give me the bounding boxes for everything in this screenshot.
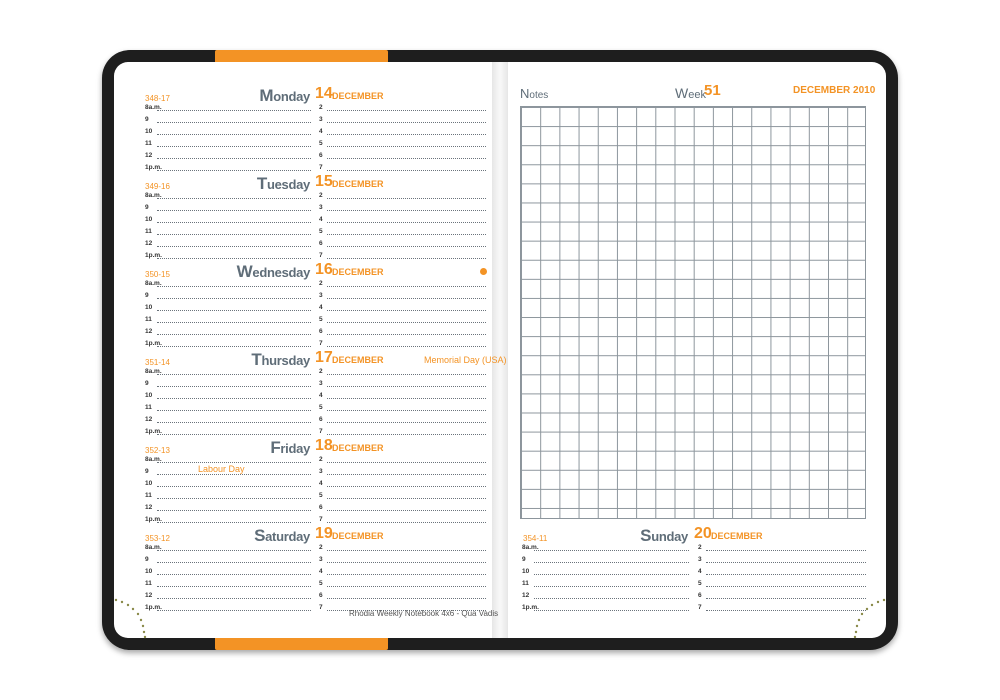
hour-label: 6 <box>319 592 323 599</box>
hour-row[interactable] <box>319 288 486 300</box>
hour-row[interactable] <box>145 336 311 348</box>
day-month: DECEMBER <box>711 531 763 541</box>
writing-line <box>327 574 486 575</box>
corner-perforation-right <box>846 592 888 640</box>
hour-row[interactable] <box>522 600 689 612</box>
corner-perforation-left <box>112 592 154 640</box>
hour-row[interactable] <box>319 312 486 324</box>
writing-line <box>327 474 486 475</box>
hour-label: 6 <box>698 592 702 599</box>
hour-row[interactable] <box>319 336 486 348</box>
holiday-label: Labour Day <box>198 464 245 474</box>
hour-row[interactable] <box>145 400 311 412</box>
hour-row[interactable] <box>319 376 486 388</box>
writing-line <box>157 522 311 523</box>
writing-line <box>327 422 486 423</box>
writing-line <box>157 298 311 299</box>
hour-row[interactable] <box>522 588 689 600</box>
hour-row[interactable] <box>145 124 311 136</box>
writing-line <box>327 198 486 199</box>
writing-line <box>157 334 311 335</box>
hour-label: 5 <box>319 580 323 587</box>
hour-row[interactable] <box>319 500 486 512</box>
writing-line <box>157 598 311 599</box>
writing-line <box>327 498 486 499</box>
hour-row[interactable] <box>319 148 486 160</box>
writing-line <box>157 258 311 259</box>
hour-row[interactable] <box>145 236 311 248</box>
writing-line <box>157 286 311 287</box>
writing-line <box>157 562 311 563</box>
writing-line <box>157 222 311 223</box>
hour-row[interactable] <box>145 148 311 160</box>
hour-row[interactable] <box>522 552 689 564</box>
writing-line <box>157 510 311 511</box>
day-of-year: 349-16 <box>145 182 170 191</box>
hour-row[interactable] <box>145 388 311 400</box>
hour-label: 3 <box>319 204 323 211</box>
writing-line <box>327 234 486 235</box>
writing-line <box>157 310 311 311</box>
hour-label: 5 <box>319 140 323 147</box>
footer-note: Rhodia Weekly Notebook 4x6 - Qua Vadis <box>349 609 499 618</box>
hour-row[interactable] <box>319 588 486 600</box>
writing-line <box>327 374 486 375</box>
hour-row[interactable] <box>319 212 486 224</box>
hour-label: 11 <box>145 140 152 147</box>
hour-row[interactable] <box>319 112 486 124</box>
hour-label: 5 <box>698 580 702 587</box>
writing-line <box>327 598 486 599</box>
day-month: DECEMBER <box>332 443 384 453</box>
hour-row[interactable] <box>698 540 866 552</box>
hour-row[interactable] <box>145 312 311 324</box>
writing-line <box>327 210 486 211</box>
writing-line <box>327 122 486 123</box>
writing-line <box>157 246 311 247</box>
hour-label: 4 <box>319 216 323 223</box>
writing-line <box>327 410 486 411</box>
hour-row[interactable] <box>145 248 311 260</box>
writing-line <box>327 322 486 323</box>
notes-label: Notes <box>520 86 549 101</box>
writing-line <box>327 386 486 387</box>
writing-line <box>327 222 486 223</box>
writing-line <box>327 510 486 511</box>
writing-line <box>157 374 311 375</box>
hour-label: 12 <box>145 504 153 511</box>
hour-row[interactable] <box>319 276 486 288</box>
hour-label: 6 <box>319 240 323 247</box>
hour-row[interactable] <box>145 424 311 436</box>
hour-row[interactable] <box>145 376 311 388</box>
hour-label: 6 <box>319 504 323 511</box>
hour-label: 2 <box>319 192 323 199</box>
hour-label: 11 <box>145 228 152 235</box>
hour-label: 11 <box>145 316 152 323</box>
hour-row[interactable] <box>145 464 311 476</box>
hour-row[interactable] <box>698 600 866 612</box>
hour-label: 9 <box>145 116 149 123</box>
writing-line <box>327 258 486 259</box>
page-gutter <box>492 62 508 638</box>
writing-line <box>327 522 486 523</box>
day-number: 18 <box>315 437 333 454</box>
week-label: Week <box>675 85 706 101</box>
writing-line <box>327 586 486 587</box>
writing-line <box>327 158 486 159</box>
writing-line <box>327 346 486 347</box>
bookmark-dot <box>480 268 487 275</box>
hour-row[interactable] <box>319 200 486 212</box>
day-month: DECEMBER <box>332 91 384 101</box>
hour-label: 12 <box>145 328 153 335</box>
hour-label: 8a.m. <box>145 544 162 551</box>
hour-label: 10 <box>145 392 153 399</box>
hour-label: 7 <box>319 428 323 435</box>
writing-line <box>157 410 311 411</box>
hour-row[interactable] <box>319 100 486 112</box>
hour-row[interactable] <box>319 136 486 148</box>
writing-line <box>327 170 486 171</box>
day-month: DECEMBER <box>332 179 384 189</box>
month-year: DECEMBER 2010 <box>793 85 876 96</box>
hour-label: 4 <box>319 304 323 311</box>
holiday-label: Memorial Day (USA) <box>424 355 507 365</box>
writing-line <box>534 610 689 611</box>
hour-row[interactable] <box>319 236 486 248</box>
hour-row[interactable] <box>319 248 486 260</box>
week-number: 51 <box>704 82 721 99</box>
writing-line <box>157 462 311 463</box>
hour-row[interactable] <box>145 576 311 588</box>
writing-line <box>706 598 866 599</box>
hour-row[interactable] <box>145 112 311 124</box>
hour-label: 6 <box>319 152 323 159</box>
hour-label: 2 <box>319 280 323 287</box>
writing-line <box>157 322 311 323</box>
hour-row[interactable] <box>145 100 311 112</box>
hour-label: 10 <box>145 128 153 135</box>
hour-row[interactable] <box>145 412 311 424</box>
hour-label: 1p.m. <box>145 340 162 347</box>
hour-label: 1p.m. <box>145 516 162 523</box>
day-number: 14 <box>315 85 333 102</box>
hour-row[interactable] <box>319 400 486 412</box>
hour-row[interactable] <box>698 588 866 600</box>
hour-label: 1p.m. <box>145 604 162 611</box>
hour-row[interactable] <box>522 540 689 552</box>
writing-line <box>157 610 311 611</box>
hour-label: 10 <box>145 480 153 487</box>
cover-band-bottom <box>215 638 388 650</box>
writing-line <box>534 586 689 587</box>
writing-line <box>327 110 486 111</box>
hour-label: 5 <box>319 404 323 411</box>
hour-row[interactable] <box>319 388 486 400</box>
day-name: Monday <box>259 86 310 105</box>
hour-row[interactable] <box>319 476 486 488</box>
hour-label: 9 <box>145 380 149 387</box>
hour-label: 8a.m. <box>522 544 539 551</box>
writing-line <box>157 198 311 199</box>
writing-line <box>157 158 311 159</box>
hour-label: 7 <box>319 164 323 171</box>
hour-row[interactable] <box>145 188 311 200</box>
hour-label: 10 <box>145 568 153 575</box>
hour-row[interactable] <box>145 160 311 172</box>
hour-label: 8a.m. <box>145 280 162 287</box>
hour-row[interactable] <box>145 600 311 612</box>
hour-row[interactable] <box>522 576 689 588</box>
hour-label: 12 <box>145 152 153 159</box>
writing-line <box>157 474 311 475</box>
hour-row[interactable] <box>145 364 311 376</box>
day-month: DECEMBER <box>332 355 384 365</box>
hour-row[interactable] <box>319 564 486 576</box>
day-of-year: 350-15 <box>145 270 170 279</box>
hour-row[interactable] <box>319 364 486 376</box>
hour-label: 1p.m. <box>145 252 162 259</box>
hour-label: 9 <box>145 468 149 475</box>
writing-line <box>534 574 689 575</box>
day-of-year: 354-11 <box>523 534 548 543</box>
writing-line <box>157 122 311 123</box>
hour-label: 9 <box>145 204 149 211</box>
writing-line <box>534 598 689 599</box>
writing-line <box>706 562 866 563</box>
hour-row[interactable] <box>145 136 311 148</box>
hour-label: 10 <box>522 568 530 575</box>
hour-label: 8a.m. <box>145 368 162 375</box>
hour-label: 12 <box>145 416 153 423</box>
hour-label: 12 <box>145 240 153 247</box>
writing-line <box>706 550 866 551</box>
hour-row[interactable] <box>145 288 311 300</box>
hour-label: 3 <box>319 292 323 299</box>
hour-row[interactable] <box>319 224 486 236</box>
day-number: 19 <box>315 525 333 542</box>
hour-row[interactable] <box>698 564 866 576</box>
day-name: Saturday <box>254 526 310 545</box>
hour-row[interactable] <box>319 412 486 424</box>
hour-row[interactable] <box>319 488 486 500</box>
writing-line <box>706 586 866 587</box>
hour-label: 11 <box>145 404 152 411</box>
writing-line <box>327 550 486 551</box>
writing-line <box>327 562 486 563</box>
writing-line <box>157 146 311 147</box>
hour-label: 2 <box>698 544 702 551</box>
writing-line <box>157 498 311 499</box>
hour-row[interactable] <box>145 200 311 212</box>
hour-row[interactable] <box>319 540 486 552</box>
hour-row[interactable] <box>319 552 486 564</box>
hour-row[interactable] <box>145 540 311 552</box>
day-of-year: 348-17 <box>145 94 170 103</box>
hour-row[interactable] <box>145 588 311 600</box>
writing-line <box>157 134 311 135</box>
hour-row[interactable] <box>319 300 486 312</box>
day-name: Tuesday <box>256 174 310 193</box>
writing-line <box>157 170 311 171</box>
hour-label: 2 <box>319 104 323 111</box>
writing-line <box>327 286 486 287</box>
hour-label: 1p.m. <box>522 604 539 611</box>
hour-row[interactable] <box>319 512 486 524</box>
day-of-year: 353-12 <box>145 534 170 543</box>
hour-row[interactable] <box>319 464 486 476</box>
hour-label: 10 <box>145 216 153 223</box>
hour-label: 9 <box>145 556 149 563</box>
writing-line <box>157 586 311 587</box>
hour-label: 11 <box>145 580 152 587</box>
hour-label: 4 <box>698 568 702 575</box>
hour-row[interactable] <box>145 212 311 224</box>
hour-row[interactable] <box>145 276 311 288</box>
day-name: Sunday <box>640 526 688 545</box>
day-name: Wednesday <box>236 262 310 281</box>
hour-label: 4 <box>319 392 323 399</box>
hour-label: 10 <box>145 304 153 311</box>
hour-label: 4 <box>319 128 323 135</box>
hour-row[interactable] <box>319 424 486 436</box>
notes-grid[interactable] <box>520 106 866 519</box>
writing-line <box>534 562 689 563</box>
hour-label: 5 <box>319 228 323 235</box>
hour-label: 7 <box>698 604 702 611</box>
hour-label: 1p.m. <box>145 428 162 435</box>
writing-line <box>706 610 866 611</box>
writing-line <box>157 434 311 435</box>
writing-line <box>157 486 311 487</box>
writing-line <box>327 134 486 135</box>
hour-label: 3 <box>698 556 702 563</box>
hour-label: 2 <box>319 368 323 375</box>
hour-label: 6 <box>319 328 323 335</box>
writing-line <box>157 386 311 387</box>
hour-label: 6 <box>319 416 323 423</box>
writing-line <box>157 234 311 235</box>
hour-label: 3 <box>319 380 323 387</box>
writing-line <box>706 574 866 575</box>
hour-row[interactable] <box>145 552 311 564</box>
writing-line <box>157 346 311 347</box>
hour-row[interactable] <box>522 564 689 576</box>
cover-band-top <box>215 50 388 62</box>
hour-row[interactable] <box>145 224 311 236</box>
hour-row[interactable] <box>319 452 486 464</box>
hour-row[interactable] <box>319 188 486 200</box>
hour-row[interactable] <box>698 576 866 588</box>
hour-label: 3 <box>319 556 323 563</box>
writing-line <box>157 550 311 551</box>
hour-label: 7 <box>319 604 323 611</box>
hour-row[interactable] <box>145 452 311 464</box>
writing-line <box>327 310 486 311</box>
hour-label: 5 <box>319 316 323 323</box>
day-number: 17 <box>315 349 333 366</box>
hour-label: 12 <box>145 592 153 599</box>
day-number: 16 <box>315 261 333 278</box>
writing-line <box>327 246 486 247</box>
hour-label: 8a.m. <box>145 192 162 199</box>
hour-label: 2 <box>319 544 323 551</box>
writing-line <box>327 462 486 463</box>
writing-line <box>327 398 486 399</box>
writing-line <box>327 298 486 299</box>
hour-label: 4 <box>319 568 323 575</box>
writing-line <box>157 110 311 111</box>
writing-line <box>327 434 486 435</box>
day-of-year: 352-13 <box>145 446 170 455</box>
hour-row[interactable] <box>145 512 311 524</box>
hour-label: 12 <box>522 592 530 599</box>
day-number: 20 <box>694 525 712 542</box>
writing-line <box>157 422 311 423</box>
day-name: Friday <box>270 438 310 457</box>
hour-label: 11 <box>522 580 529 587</box>
day-of-year: 351-14 <box>145 358 170 367</box>
hour-label: 8a.m. <box>145 104 162 111</box>
hour-row[interactable] <box>698 552 866 564</box>
hour-label: 7 <box>319 252 323 259</box>
hour-label: 2 <box>319 456 323 463</box>
hour-label: 3 <box>319 468 323 475</box>
hour-label: 4 <box>319 480 323 487</box>
day-name: Thursday <box>251 350 310 369</box>
hour-label: 5 <box>319 492 323 499</box>
hour-row[interactable] <box>319 160 486 172</box>
day-number: 15 <box>315 173 333 190</box>
hour-row[interactable] <box>319 576 486 588</box>
writing-line <box>534 550 689 551</box>
writing-line <box>327 334 486 335</box>
hour-row[interactable] <box>145 500 311 512</box>
hour-row[interactable] <box>145 488 311 500</box>
hour-row[interactable] <box>145 324 311 336</box>
hour-row[interactable] <box>145 300 311 312</box>
writing-line <box>327 486 486 487</box>
day-month: DECEMBER <box>332 531 384 541</box>
day-month: DECEMBER <box>332 267 384 277</box>
hour-row[interactable] <box>319 124 486 136</box>
hour-label: 7 <box>319 516 323 523</box>
writing-line <box>157 574 311 575</box>
writing-line <box>327 146 486 147</box>
hour-label: 8a.m. <box>145 456 162 463</box>
hour-label: 11 <box>145 492 152 499</box>
hour-row[interactable] <box>145 476 311 488</box>
writing-line <box>157 398 311 399</box>
hour-label: 9 <box>145 292 149 299</box>
hour-row[interactable] <box>319 324 486 336</box>
hour-label: 7 <box>319 340 323 347</box>
hour-row[interactable] <box>145 564 311 576</box>
hour-label: 1p.m. <box>145 164 162 171</box>
writing-line <box>157 210 311 211</box>
hour-label: 9 <box>522 556 526 563</box>
hour-label: 3 <box>319 116 323 123</box>
